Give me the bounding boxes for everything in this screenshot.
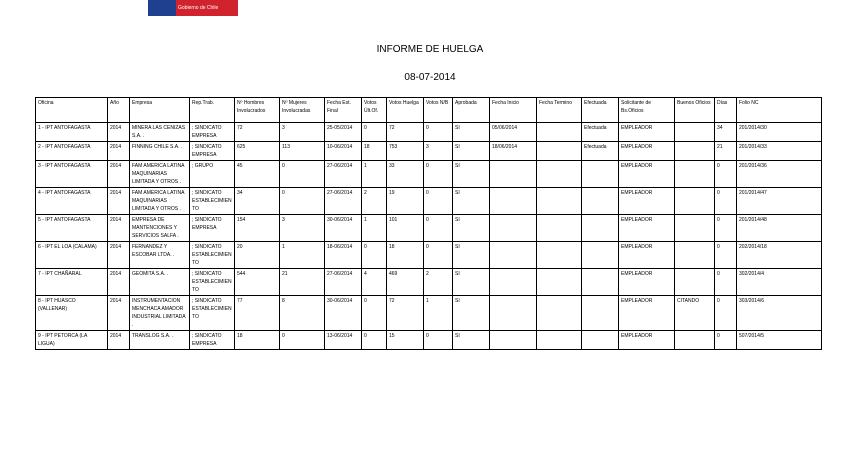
cell-aprobada: SI [453, 242, 490, 269]
cell-rep-trab: ; SINDICATO EMPRESA [190, 123, 235, 142]
cell-solicitante: EMPLEADOR [619, 215, 675, 242]
cell-rep-trab: ; GRUPO [190, 161, 235, 188]
cell-votos-huelga: 19 [387, 188, 424, 215]
cell-fecha-termino [537, 296, 582, 331]
cell-aprobada: SI [453, 331, 490, 350]
header-votos-huelga: Votos Huelga [387, 98, 424, 123]
cell-aprobada: SI [453, 269, 490, 296]
cell-fecha-termino [537, 331, 582, 350]
cell-mujeres: 8 [280, 296, 325, 331]
cell-efectuada [582, 161, 619, 188]
cell-oficina: 3 - IPT ANTOFAGASTA [36, 161, 108, 188]
cell-fecha-est-final: 30-06/2014 [325, 296, 362, 331]
cell-votos-nb: 0 [424, 215, 453, 242]
cell-fecha-est-final: 13-06/2014 [325, 331, 362, 350]
cell-dias: 0 [715, 269, 737, 296]
cell-folio-nc: 201/2014/48 [737, 215, 822, 242]
cell-oficina: 2 - IPT ANTOFAGASTA [36, 142, 108, 161]
cell-buenos-oficios [675, 331, 715, 350]
cell-aprobada: SI [453, 296, 490, 331]
cell-folio-nc: 201/2014/36 [737, 161, 822, 188]
cell-buenos-oficios [675, 269, 715, 296]
cell-efectuada [582, 215, 619, 242]
header-aprobada: Aprobada [453, 98, 490, 123]
cell-votos-huelga: 18 [387, 242, 424, 269]
cell-fecha-inicio: 18/06/2014 [490, 142, 537, 161]
cell-fecha-est-final: 18-06/2014 [325, 242, 362, 269]
cell-solicitante: EMPLEADOR [619, 242, 675, 269]
cell-rep-trab: ; SINDICATO EMPRESA [190, 215, 235, 242]
cell-solicitante: EMPLEADOR [619, 269, 675, 296]
table-row [36, 123, 822, 142]
cell-folio-nc: 303/2014/6 [737, 296, 822, 331]
cell-mujeres: 3 [280, 123, 325, 142]
cell-fecha-termino [537, 215, 582, 242]
cell-votos-ult-of: 0 [362, 123, 387, 142]
cell-rep-trab: ; SINDICATO ESTABLECIMIENTO [190, 296, 235, 331]
cell-oficina: 8 - IPT HUASCO (VALLENAR) [36, 296, 108, 331]
cell-solicitante: EMPLEADOR [619, 142, 675, 161]
cell-votos-nb: 0 [424, 331, 453, 350]
cell-mujeres: 0 [280, 331, 325, 350]
header-empresa: Empresa [130, 98, 190, 123]
cell-fecha-inicio: 05/06/2014 [490, 123, 537, 142]
strike-report-table [35, 97, 822, 350]
cell-efectuada [582, 188, 619, 215]
cell-votos-ult-of: 1 [362, 215, 387, 242]
cell-rep-trab: ; SINDICATO ESTABLECIMIENTO [190, 188, 235, 215]
cell-mujeres: 0 [280, 188, 325, 215]
cell-dias: 34 [715, 123, 737, 142]
header-efectuada: Efectuada [582, 98, 619, 123]
cell-dias: 0 [715, 242, 737, 269]
cell-mujeres: 1 [280, 242, 325, 269]
cell-buenos-oficios [675, 161, 715, 188]
header-solicitante: Solicitante de Bs.Oficios [619, 98, 675, 123]
cell-hombres: 18 [235, 331, 280, 350]
cell-folio-nc: 201/2014/47 [737, 188, 822, 215]
cell-hombres: 20 [235, 242, 280, 269]
cell-votos-huelga: 469 [387, 269, 424, 296]
cell-oficina: 1 - IPT ANTOFAGASTA [36, 123, 108, 142]
cell-oficina: 7 - IPT CHAÑARAL [36, 269, 108, 296]
cell-folio-nc: 201/2014/30 [737, 123, 822, 142]
cell-oficina: 5 - IPT ANTOFAGASTA [36, 215, 108, 242]
cell-fecha-termino [537, 142, 582, 161]
cell-fecha-inicio [490, 296, 537, 331]
cell-dias: 21 [715, 142, 737, 161]
cell-rep-trab: ; SINDICATO ESTABLECIMIENTO [190, 269, 235, 296]
cell-fecha-inicio [490, 242, 537, 269]
cell-rep-trab: ; SINDICATO ESTABLECIMIENTO [190, 242, 235, 269]
cell-mujeres: 21 [280, 269, 325, 296]
table-row [36, 215, 822, 242]
cell-empresa: TRANSLOG S.A. . [130, 331, 190, 350]
cell-hombres: 77 [235, 296, 280, 331]
cell-fecha-inicio [490, 215, 537, 242]
government-logo [148, 0, 238, 16]
cell-fecha-est-final: 25-05/2014 [325, 123, 362, 142]
cell-empresa: FAM AMERICA LATINA MAQUINARIAS LIMITADA Y OTROS . [130, 188, 190, 215]
cell-aprobada: SI [453, 142, 490, 161]
cell-votos-nb: 0 [424, 188, 453, 215]
cell-votos-ult-of: 0 [362, 242, 387, 269]
cell-oficina: 9 - IPT PETORCA (LA LIGUA) [36, 331, 108, 350]
cell-efectuada [582, 296, 619, 331]
header-hombres: Nº Hombres Involucrados [235, 98, 280, 123]
header-fecha-est-final: Fecha Est. Final [325, 98, 362, 123]
table-row [36, 331, 822, 350]
cell-votos-nb: 0 [424, 123, 453, 142]
cell-votos-huelga: 72 [387, 296, 424, 331]
cell-efectuada [582, 242, 619, 269]
cell-ano: 2014 [108, 242, 130, 269]
cell-dias: 0 [715, 215, 737, 242]
cell-folio-nc: 507/2014/5 [737, 331, 822, 350]
cell-votos-huelga: 15 [387, 331, 424, 350]
cell-efectuada: Efectuada [582, 123, 619, 142]
cell-hombres: 544 [235, 269, 280, 296]
cell-ano: 2014 [108, 188, 130, 215]
cell-aprobada: SI [453, 123, 490, 142]
cell-buenos-oficios: CITANDO [675, 296, 715, 331]
header-dias: Días [715, 98, 737, 123]
cell-hombres: 625 [235, 142, 280, 161]
cell-fecha-est-final: 30-06/2014 [325, 215, 362, 242]
cell-ano: 2014 [108, 161, 130, 188]
cell-dias: 0 [715, 331, 737, 350]
cell-mujeres: 0 [280, 161, 325, 188]
cell-buenos-oficios [675, 215, 715, 242]
cell-solicitante: EMPLEADOR [619, 296, 675, 331]
cell-votos-ult-of: 0 [362, 331, 387, 350]
cell-buenos-oficios [675, 142, 715, 161]
header-rep-trab: Rep.Trab. [190, 98, 235, 123]
cell-buenos-oficios [675, 242, 715, 269]
cell-votos-ult-of: 2 [362, 188, 387, 215]
header-folio-nc: Folio NC [737, 98, 822, 123]
cell-votos-nb: 0 [424, 161, 453, 188]
header-votos-ult-of: Votos Últ.Of. [362, 98, 387, 123]
cell-votos-ult-of: 18 [362, 142, 387, 161]
cell-fecha-inicio [490, 188, 537, 215]
cell-oficina: 6 - IPT EL LOA (CALAMA) [36, 242, 108, 269]
cell-votos-nb: 0 [424, 242, 453, 269]
cell-votos-ult-of: 1 [362, 161, 387, 188]
cell-oficina: 4 - IPT ANTOFAGASTA [36, 188, 108, 215]
cell-ano: 2014 [108, 331, 130, 350]
logo-blue-block [148, 0, 176, 16]
cell-empresa: FAM AMERICA LATINA MAQUINARIAS LIMITADA Y OTROS . [130, 161, 190, 188]
cell-empresa: INSTRUMENTACION MENCHACA AMADOR INDUSTRIAL LIMITADA . [130, 296, 190, 331]
header-oficina: Oficina [36, 98, 108, 123]
cell-rep-trab: ; SINDICATO EMPRESA [190, 331, 235, 350]
cell-buenos-oficios [675, 123, 715, 142]
cell-dias: 0 [715, 296, 737, 331]
cell-folio-nc: 302/2014/4 [737, 269, 822, 296]
cell-empresa: FERNANDEZ Y ESCOBAR LTDA. . [130, 242, 190, 269]
cell-fecha-termino [537, 123, 582, 142]
cell-solicitante: EMPLEADOR [619, 331, 675, 350]
cell-empresa: MINERA LAS CENIZAS S.A. . [130, 123, 190, 142]
logo-text: Gobierno de Chile [178, 5, 219, 11]
cell-votos-nb: 1 [424, 296, 453, 331]
cell-mujeres: 113 [280, 142, 325, 161]
header-buenos-oficios: Buenos Oficios [675, 98, 715, 123]
cell-fecha-inicio [490, 331, 537, 350]
cell-fecha-est-final: 27-06/2014 [325, 269, 362, 296]
header-ano: Año [108, 98, 130, 123]
cell-folio-nc: 202/2014/18 [737, 242, 822, 269]
cell-ano: 2014 [108, 269, 130, 296]
table-header-row [36, 98, 822, 123]
cell-aprobada: SI [453, 161, 490, 188]
cell-hombres: 45 [235, 161, 280, 188]
cell-mujeres: 3 [280, 215, 325, 242]
cell-votos-ult-of: 4 [362, 269, 387, 296]
cell-efectuada: Efectuada [582, 142, 619, 161]
cell-fecha-est-final: 10-06/2014 [325, 142, 362, 161]
cell-solicitante: EMPLEADOR [619, 188, 675, 215]
cell-aprobada: SI [453, 215, 490, 242]
cell-votos-nb: 3 [424, 142, 453, 161]
cell-solicitante: EMPLEADOR [619, 123, 675, 142]
cell-fecha-inicio [490, 161, 537, 188]
cell-hombres: 72 [235, 123, 280, 142]
table-row [36, 188, 822, 215]
table-row [36, 296, 822, 331]
cell-hombres: 154 [235, 215, 280, 242]
cell-votos-huelga: 72 [387, 123, 424, 142]
cell-ano: 2014 [108, 142, 130, 161]
cell-empresa: EMPRESA DE MANTENCIONES Y SERVICIOS SALFA . [130, 215, 190, 242]
cell-votos-huelga: 33 [387, 161, 424, 188]
header-fecha-termino: Fecha Termino [537, 98, 582, 123]
cell-fecha-est-final: 27-06/2014 [325, 161, 362, 188]
report-date: 08-07-2014 [404, 72, 456, 83]
cell-ano: 2014 [108, 123, 130, 142]
cell-ano: 2014 [108, 296, 130, 331]
cell-empresa: FINNING CHILE S.A. . [130, 142, 190, 161]
header-mujeres: Nº Mujeres Involucradas [280, 98, 325, 123]
cell-fecha-termino [537, 242, 582, 269]
cell-folio-nc: 201/2014/33 [737, 142, 822, 161]
cell-dias: 0 [715, 161, 737, 188]
cell-votos-nb: 2 [424, 269, 453, 296]
table-row [36, 242, 822, 269]
report-title: INFORME DE HUELGA [376, 44, 484, 55]
cell-votos-huelga: 753 [387, 142, 424, 161]
cell-dias: 0 [715, 188, 737, 215]
cell-empresa: GEOMITA S.A. . [130, 269, 190, 296]
header-fecha-inicio: Fecha Inicio [490, 98, 537, 123]
header-votos-nb: Votos N/B [424, 98, 453, 123]
cell-hombres: 34 [235, 188, 280, 215]
cell-ano: 2014 [108, 215, 130, 242]
cell-solicitante: EMPLEADOR [619, 161, 675, 188]
table-row [36, 269, 822, 296]
cell-fecha-inicio [490, 269, 537, 296]
cell-efectuada [582, 269, 619, 296]
table-row [36, 142, 822, 161]
cell-buenos-oficios [675, 188, 715, 215]
cell-efectuada [582, 331, 619, 350]
cell-fecha-termino [537, 188, 582, 215]
cell-fecha-est-final: 27-06/2014 [325, 188, 362, 215]
cell-rep-trab: ; SINDICATO EMPRESA [190, 142, 235, 161]
cell-votos-huelga: 101 [387, 215, 424, 242]
cell-fecha-termino [537, 269, 582, 296]
cell-votos-ult-of: 0 [362, 296, 387, 331]
table-row [36, 161, 822, 188]
cell-aprobada: SI [453, 188, 490, 215]
cell-fecha-termino [537, 161, 582, 188]
